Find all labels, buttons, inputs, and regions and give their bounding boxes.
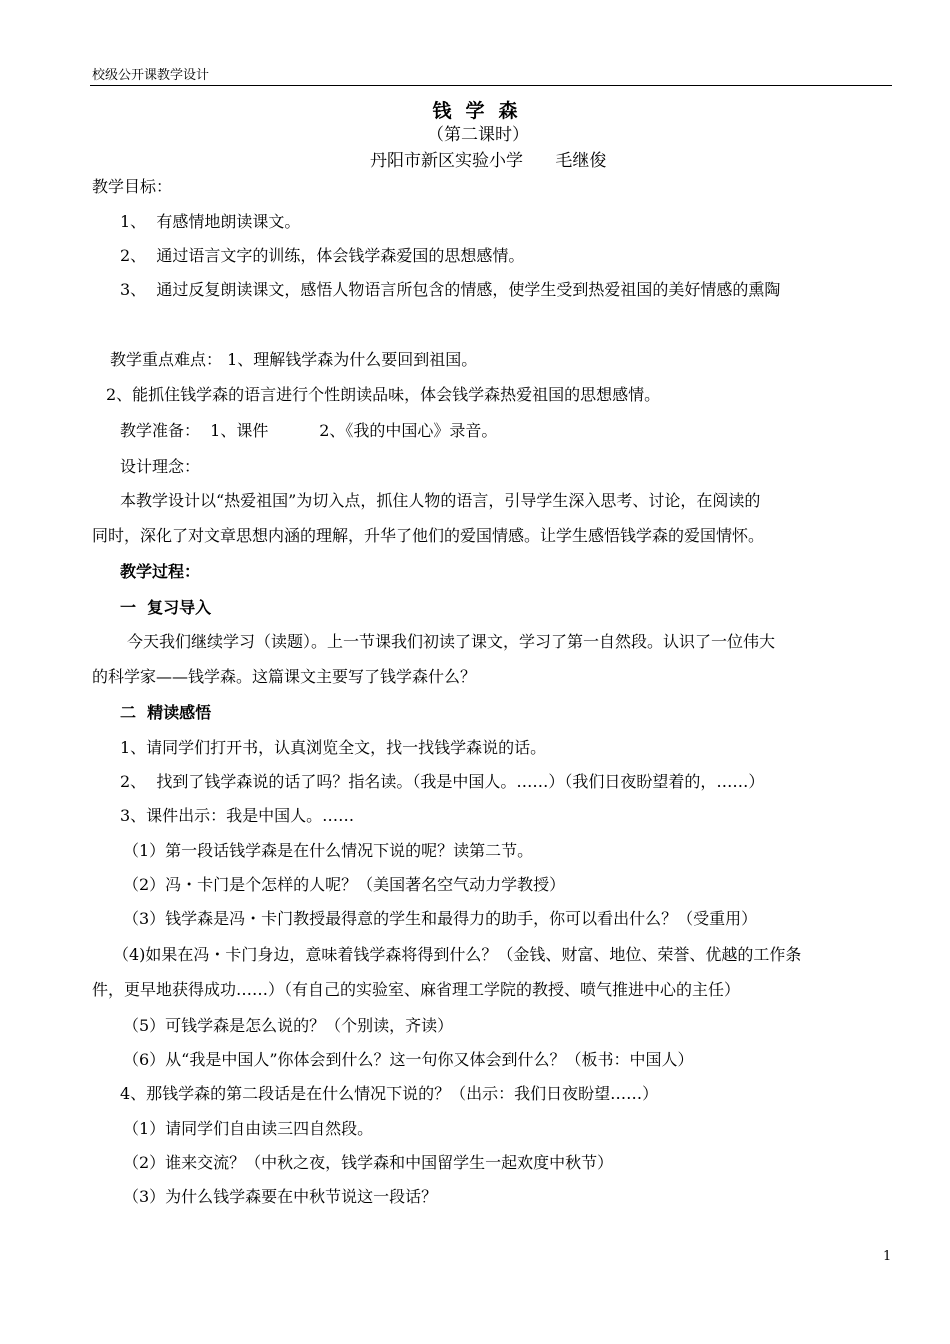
section-2-item-3-4-line2: 件，更早地获得成功……）（有自己的实验室、麻省理工学院的教授、喷气推进中心的主任） xyxy=(92,980,741,999)
section-1-heading: 一 复习导入 xyxy=(120,598,212,617)
document-title: 钱学森 xyxy=(432,100,532,122)
section-1-paragraph-line1: 今天我们继续学习（读题）。上一节课我们初读了课文，学习了第一自然段。认识了一位伟大 xyxy=(127,632,776,651)
document-subtitle: （第二课时） xyxy=(427,125,529,145)
objective-1: 1、 有感情地朗读课文。 xyxy=(120,212,301,231)
objective-3: 3、 通过反复朗读课文，感悟人物语言所包含的情感，使学生受到热爱祖国的美好情感的熏陶 xyxy=(120,280,781,299)
preparation: 教学准备： 1、课件 2、《我的中国心》录音。 xyxy=(120,421,498,440)
concept-paragraph-line1: 本教学设计以“热爱祖国”为切入点，抓住人物的语言，引导学生深入思考、讨论，在阅读的 xyxy=(120,491,761,510)
author-line: 丹阳市新区实验小学 毛继俊 xyxy=(370,151,607,171)
objectives-heading: 教学目标： xyxy=(92,177,173,196)
key-points-2: 2、能抓住钱学森的语言进行个性朗读品味，体会钱学森热爱祖国的思想感情。 xyxy=(106,385,661,404)
section-2-item-2: 2、 找到了钱学森说的话了吗？指名读。（我是中国人。……）（我们日夜盼望着的，……） xyxy=(120,772,765,791)
section-2-item-3-3: （3）钱学森是冯・卡门教授最得意的学生和最得力的助手，你可以看出什么？（受重用） xyxy=(123,909,758,928)
section-2-item-4-2: （2）谁来交流？（中秋之夜，钱学森和中国留学生一起欢度中秋节） xyxy=(123,1153,614,1172)
section-2-item-4-3: （3）为什么钱学森要在中秋节说这一段话？ xyxy=(123,1187,438,1206)
process-heading: 教学过程： xyxy=(120,562,201,581)
section-2-item-4: 4、那钱学森的第二段话是在什么情况下说的？（出示：我们日夜盼望……） xyxy=(120,1084,659,1103)
section-2-item-3-5: （5）可钱学森是怎么说的？（个别读，齐读） xyxy=(123,1016,454,1035)
section-2-item-3-4-line1: （4)如果在冯・卡门身边，意味着钱学森将得到什么？（金钱、财富、地位、荣誉、优越的工作条 xyxy=(113,945,802,964)
page-number: 1 xyxy=(883,1249,892,1264)
section-2-item-3-1: （1）第一段话钱学森是在什么情况下说的呢？读第二节。 xyxy=(123,841,534,860)
section-1-paragraph-line2: 的科学家——钱学森。这篇课文主要写了钱学森什么？ xyxy=(92,667,477,686)
key-points-1: 教学重点难点： 1、理解钱学森为什么要回到祖国。 xyxy=(110,350,478,369)
page-header: 校级公开课教学设计 xyxy=(92,68,210,83)
concept-heading: 设计理念： xyxy=(120,457,201,476)
section-2-item-3-2: （2）冯・卡门是个怎样的人呢？（美国著名空气动力学教授） xyxy=(123,875,566,894)
section-2-item-3-6: （6）从“我是中国人”你体会到什么？这一句你又体会到什么？（板书：中国人） xyxy=(123,1050,694,1069)
section-2-item-4-1: （1）请同学们自由读三四自然段。 xyxy=(123,1119,374,1138)
objective-2: 2、 通过语言文字的训练，体会钱学森爱国的思想感情。 xyxy=(120,246,525,265)
section-2-item-3: 3、课件出示：我是中国人。…… xyxy=(120,806,355,825)
section-2-heading: 二 精读感悟 xyxy=(120,703,212,722)
header-divider xyxy=(90,85,892,86)
section-2-item-1: 1、请同学们打开书，认真浏览全文，找一找钱学森说的话。 xyxy=(120,738,547,757)
concept-paragraph-line2: 同时，深化了对文章思想内涵的理解，升华了他们的爱国情感。让学生感悟钱学森的爱国情怀。 xyxy=(92,526,765,545)
